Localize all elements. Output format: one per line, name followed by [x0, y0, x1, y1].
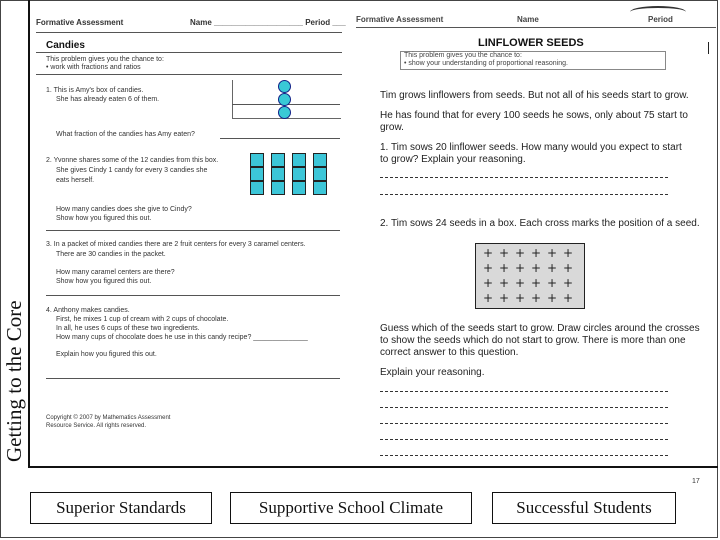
seed-cross: + — [547, 261, 558, 275]
q1-text: She has already eaten 6 of them. — [56, 96, 160, 103]
right-intro-bullet: • show your understanding of proportional reasoning. — [404, 60, 568, 67]
q4-text: First, he mixes 1 cup of cream with 2 cups of chocolate. — [56, 316, 229, 323]
seed-cross: + — [499, 291, 510, 305]
seed-cross: + — [483, 291, 494, 305]
slogan-successful-students: Successful Students — [492, 492, 676, 524]
q4-question: Explain how you figured this out. — [56, 351, 157, 358]
q3-question: Show how you figured this out. — [56, 278, 152, 285]
seed-cross: + — [515, 291, 526, 305]
left-name-label: Name ____________________ Period ___ — [190, 18, 346, 27]
left-title: Candies — [46, 40, 85, 51]
answer-line — [380, 391, 668, 392]
q2-question: How many candies does she give to Cindy? — [56, 206, 192, 213]
question-3: Guess which of the seeds start to grow. Draw circles around the crosses — [380, 323, 700, 334]
seed-cross: + — [499, 246, 510, 260]
question-2: 2. Tim sows 24 seeds in a box. Each cross marks the position of a seed. — [380, 218, 700, 229]
side-title: Getting to the Core — [2, 300, 26, 462]
candy-cell — [292, 181, 306, 195]
seed-cross: + — [547, 246, 558, 260]
q4-text: In all, he uses 6 cups of these two ingredients. — [56, 325, 200, 332]
q2-question: Show how you figured this out. — [56, 215, 152, 222]
candy-cell — [313, 181, 327, 195]
vertical-rule — [28, 0, 30, 468]
candy-cell — [250, 153, 264, 167]
seed-cross: + — [563, 291, 574, 305]
answer-line — [380, 439, 668, 440]
divider — [36, 74, 342, 75]
header-arc — [630, 6, 686, 18]
left-intro-bullet: • work with fractions and ratios — [46, 64, 141, 71]
seed-cross: + — [483, 276, 494, 290]
answer-line — [46, 295, 340, 296]
copyright: Copyright © 2007 by Mathematics Assessment — [46, 415, 171, 421]
seed-cross: + — [515, 276, 526, 290]
right-intro: This problem gives you the chance to: — [404, 52, 522, 59]
candy — [278, 93, 291, 106]
candy-cell — [271, 167, 285, 181]
candy-cell — [250, 181, 264, 195]
seed-cross: + — [531, 246, 542, 260]
left-intro: This problem gives you the chance to: — [46, 56, 164, 63]
edge-mark — [708, 42, 709, 54]
candy-cell — [313, 153, 327, 167]
seed-cross: + — [483, 246, 494, 260]
question-1: 1. Tim sows 20 linflower seeds. How many would you expect to start — [380, 142, 682, 153]
answer-line — [380, 423, 668, 424]
q2-text: 2. Yvonne shares some of the 12 candies from this box. — [46, 157, 219, 164]
q1-question: What fraction of the candies has Amy eaten? — [56, 131, 195, 138]
seed-cross: + — [499, 276, 510, 290]
q1-text: 1. This is Amy's box of candies. — [46, 87, 144, 94]
right-name-label: Name — [517, 15, 539, 24]
seed-cross: + — [515, 246, 526, 260]
left-header: Formative Assessment — [36, 18, 124, 27]
seed-cross: + — [547, 291, 558, 305]
slogan-supportive-climate: Supportive School Climate — [230, 492, 472, 524]
q2-text: eats herself. — [56, 177, 95, 184]
right-title: LINFLOWER SEEDS — [478, 37, 584, 49]
question-3: correct answer to this question. — [380, 347, 519, 358]
candy — [278, 106, 291, 119]
answer-line — [380, 194, 668, 195]
page-number: 17 — [692, 478, 700, 485]
answer-line — [46, 230, 340, 231]
divider — [36, 32, 342, 33]
seed-box — [475, 243, 585, 309]
q4-text: 4. Anthony makes candies. — [46, 307, 130, 314]
candy-cell — [313, 167, 327, 181]
candy-cell — [292, 153, 306, 167]
seed-cross: + — [563, 276, 574, 290]
seed-cross: + — [547, 276, 558, 290]
divider — [356, 27, 716, 28]
seed-cross: + — [499, 261, 510, 275]
candy-cell — [250, 167, 264, 181]
seed-cross: + — [483, 261, 494, 275]
right-period-label: Period — [648, 15, 673, 24]
copyright: Resource Service. All rights reserved. — [46, 423, 147, 429]
seed-cross: + — [563, 246, 574, 260]
question-3: to show the seeds which do not start to grow. There is more than one — [380, 335, 686, 346]
passage-2: He has found that for every 100 seeds he sows, only about 75 start to — [380, 110, 688, 121]
divider — [36, 52, 342, 53]
candy-cell — [271, 181, 285, 195]
candy-cell — [292, 167, 306, 181]
candy-cell — [271, 153, 285, 167]
answer-line — [380, 407, 668, 408]
seed-cross: + — [563, 261, 574, 275]
explain-prompt: Explain your reasoning. — [380, 367, 485, 378]
seed-cross: + — [531, 276, 542, 290]
passage-1: Tim grows linflowers from seeds. But not all of his seeds start to grow. — [380, 90, 689, 101]
seed-cross: + — [531, 261, 542, 275]
slogan-superior-standards: Superior Standards — [30, 492, 212, 524]
candy — [278, 80, 291, 93]
q3-question: How many caramel centers are there? — [56, 269, 175, 276]
q3-text: There are 30 candies in the packet. — [56, 251, 166, 258]
question-1: to grow? Explain your reasoning. — [380, 154, 526, 165]
passage-2: grow. — [380, 122, 404, 133]
q3-text: 3. In a packet of mixed candies there are 2 fruit centers for every 3 caramel centers. — [46, 241, 306, 248]
answer-line — [46, 378, 340, 379]
bottom-rule — [28, 466, 718, 468]
answer-line — [380, 177, 668, 178]
answer-line — [380, 455, 668, 456]
q4-question: How many cups of chocolate does he use in this candy recipe? ______________ — [56, 334, 308, 341]
seed-cross: + — [531, 291, 542, 305]
right-header: Formative Assessment — [356, 15, 444, 24]
answer-line — [220, 138, 340, 139]
seed-cross: + — [515, 261, 526, 275]
q2-text: She gives Cindy 1 candy for every 3 candies she — [56, 167, 208, 174]
